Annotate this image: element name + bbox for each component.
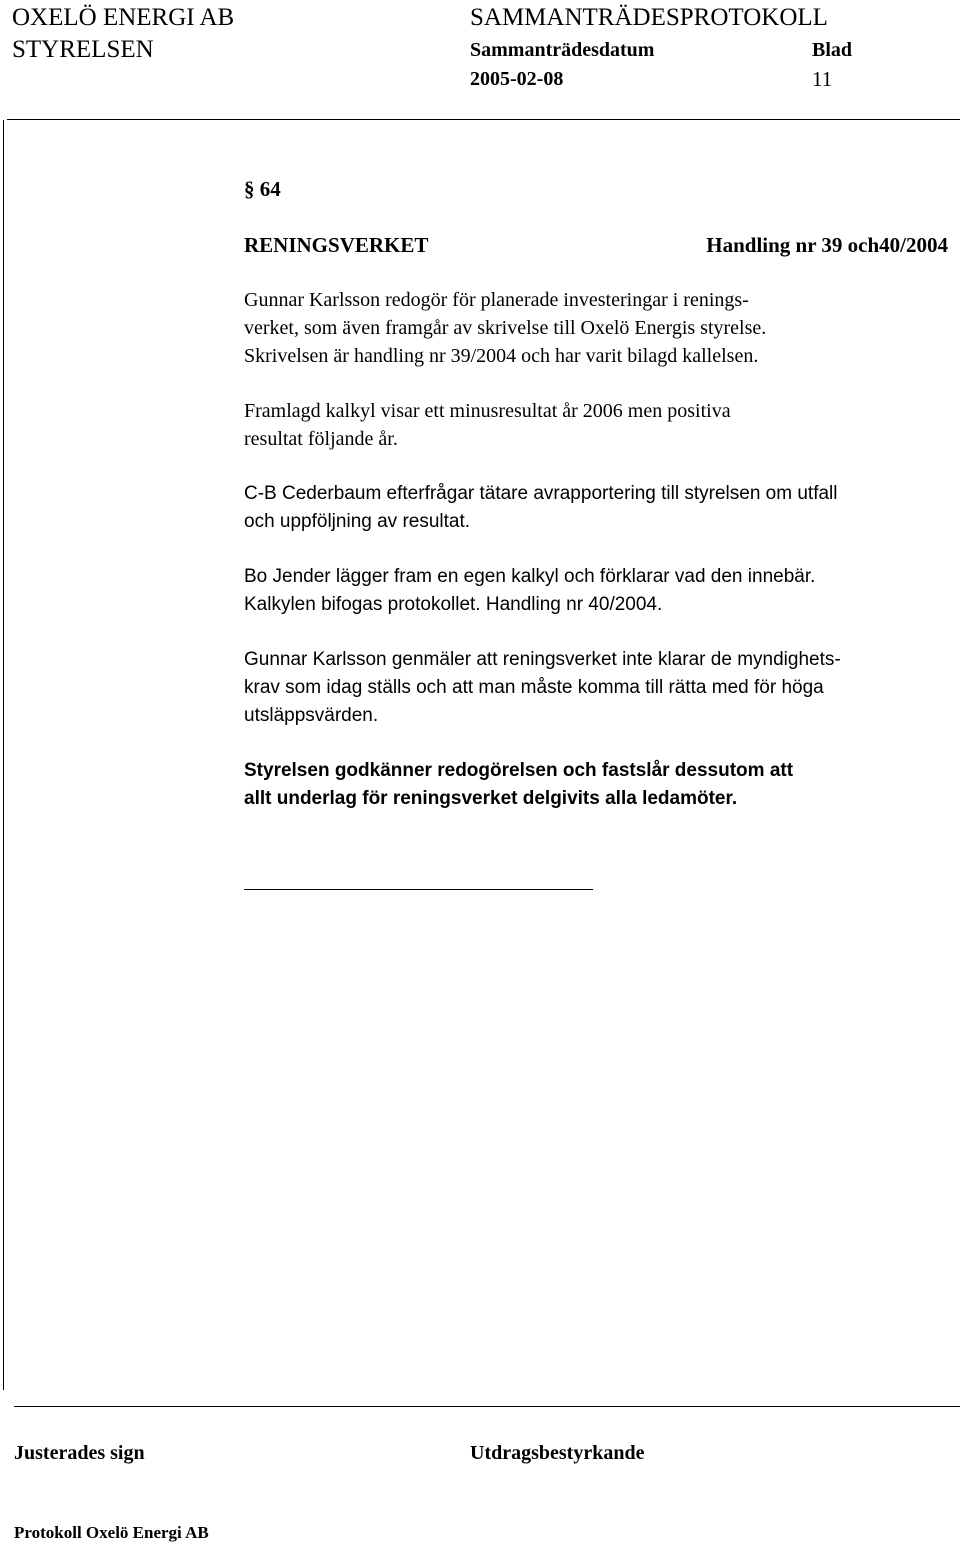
margin-line xyxy=(3,120,4,1390)
paragraph-line: C-B Cederbaum efterfrågar tätare avrapportering till styrelsen om utfall xyxy=(244,483,838,504)
document-type: SAMMANTRÄDESPROTOKOLL xyxy=(470,4,828,31)
section-number: § 64 xyxy=(244,177,281,201)
header-divider xyxy=(7,119,960,120)
paragraph-calculation xyxy=(244,397,960,453)
decision-line: Styrelsen godkänner redogörelsen och fastslår dessutom att xyxy=(244,760,794,781)
paragraph-line: och uppföljning av resultat. xyxy=(244,511,471,532)
paragraph-line: utsläppsvärden. xyxy=(244,705,379,726)
paragraph-line: krav som idag ställs och att man måste komma till rätta med för höga xyxy=(244,677,824,698)
paragraph-rebuttal xyxy=(244,646,960,730)
paragraph-line: Framlagd kalkyl visar ett minusresultat år 2006 men positiva xyxy=(244,400,731,422)
footer-divider xyxy=(14,1406,960,1407)
paragraph-line: Gunnar Karlsson redogör för planerade investeringar i renings- xyxy=(244,289,749,311)
board-name: STYRELSEN xyxy=(12,36,154,63)
adjusted-signature-label: Justerades sign xyxy=(14,1442,145,1464)
extract-certification-label: Utdragsbestyrkande xyxy=(470,1442,645,1464)
company-name: OXELÖ ENERGI AB xyxy=(12,4,235,31)
paragraph-line: Kalkylen bifogas protokollet. Handling nr 40/2004. xyxy=(244,594,663,615)
signature-line xyxy=(244,889,593,890)
paragraph-investments xyxy=(244,286,960,370)
paragraph-own-calculation xyxy=(244,563,960,619)
paragraph-line: Bo Jender lägger fram en egen kalkyl och förklarar vad den innebär. xyxy=(244,566,816,587)
page-number: 11 xyxy=(812,67,833,91)
paragraph-line: Gunnar Karlsson genmäler att reningsverket inte klarar de myndighets- xyxy=(244,649,841,670)
page-label: Blad xyxy=(812,39,853,61)
board-decision xyxy=(244,757,960,813)
protocol-footer: Protokoll Oxelö Energi AB xyxy=(14,1523,209,1542)
paragraph-reporting xyxy=(244,480,960,536)
decision-line: allt underlag för reningsverket delgivits alla ledamöter. xyxy=(244,788,738,809)
paragraph-line: resultat följande år. xyxy=(244,428,398,450)
section-title: RENINGSVERKET xyxy=(244,233,429,257)
paragraph-line: verket, som även framgår av skrivelse till Oxelö Energis styrelse. xyxy=(244,317,767,339)
section-reference: Handling nr 39 och40/2004 xyxy=(706,233,948,257)
meeting-date-value: 2005-02-08 xyxy=(470,68,564,90)
paragraph-line: Skrivelsen är handling nr 39/2004 och har varit bilagd kallelsen. xyxy=(244,345,759,367)
meeting-date-label: Sammanträdesdatum xyxy=(470,39,655,61)
